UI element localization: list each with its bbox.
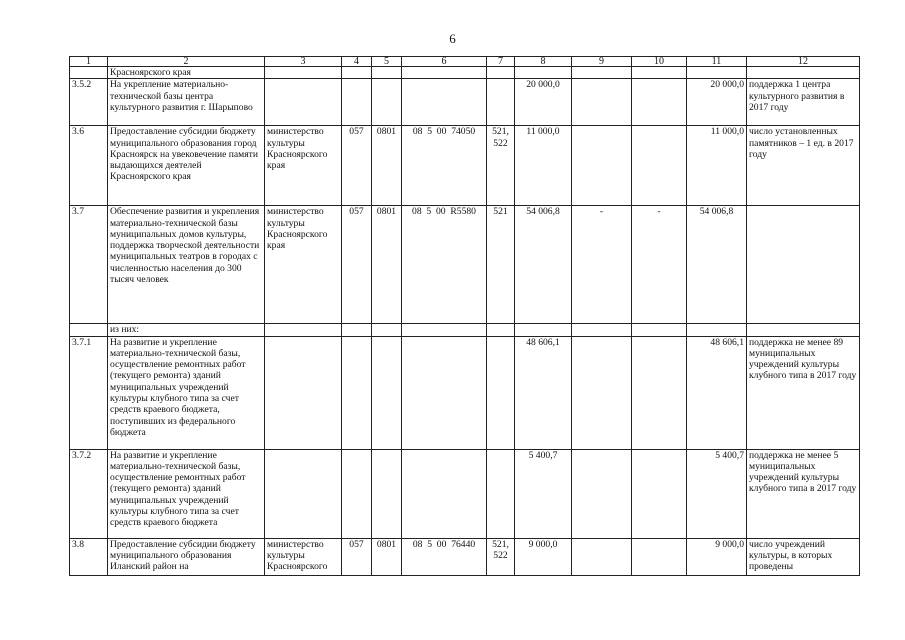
- value-cell: 48 606,1: [687, 336, 747, 449]
- header-row: [70, 57, 860, 67]
- table-row: [70, 324, 860, 336]
- row-number: 3.7.2: [70, 449, 108, 538]
- row-name: На укрепление материально-технической базы центра культурного развития г. Шарыпово: [108, 79, 265, 126]
- value-cell: 9 000,0: [687, 538, 747, 575]
- value-cell: -: [632, 206, 687, 324]
- row-name: На развитие и укрепление материально-технической базы, осуществление ремонтных работ (текущего ремонта) зданий муниципальных учреждений культуры клубного типа за счет средств краевого бюджета: [108, 449, 265, 538]
- org-cell: министерство культуры Красноярского края: [265, 126, 342, 206]
- value-cell: 54 006,8: [515, 206, 572, 324]
- result-cell: поддержка не менее 89 муниципальных учреждений культуры клубного типа в 2017 году: [747, 336, 860, 449]
- value-cell: 54 006,8: [687, 206, 747, 324]
- header-cell: 4: [342, 57, 372, 67]
- budget-table: [69, 56, 860, 576]
- table-row: [70, 67, 860, 79]
- table-row: [70, 449, 860, 538]
- result-cell: число установленных памятников – 1 ед. в 2017 году: [747, 126, 860, 206]
- header-cell: 10: [632, 57, 687, 67]
- row-number: 3.5.2: [70, 79, 108, 126]
- header-cell: 5: [372, 57, 402, 67]
- header-cell: 8: [515, 57, 572, 67]
- page-number: 6: [449, 31, 456, 46]
- row-name: На развитие и укрепление материально-технической базы, осуществление ремонтных работ (текущего ремонта) зданий муниципальных учреждений культуры клубного типа за счет средств краевого бюджета, поступивших из федерального бюджета: [108, 336, 265, 449]
- code-cell: 521, 522: [487, 538, 515, 575]
- value-cell: 11 000,0: [515, 126, 572, 206]
- code-cell: 521, 522: [487, 126, 515, 206]
- code-cell: 08 5 00 74050: [402, 126, 487, 206]
- row-name: из них:: [108, 324, 265, 336]
- code-cell: 057: [342, 206, 372, 324]
- code-cell: 057: [342, 538, 372, 575]
- code-cell: 521: [487, 206, 515, 324]
- row-number: 3.7: [70, 206, 108, 324]
- result-cell: поддержка не менее 5 муниципальных учреждений культуры клубного типа в 2017 году: [747, 449, 860, 538]
- row-name: Обеспечение развития и укрепления материально-технической базы муниципальных домов культуры, поддержка творческой деятельности муниципальных театров в городах с численностью населения до 300 тысяч человек: [108, 206, 265, 324]
- header-cell: 12: [747, 57, 860, 67]
- header-cell: 1: [70, 57, 108, 67]
- code-cell: 08 5 00 R5580: [402, 206, 487, 324]
- header-cell: 9: [572, 57, 632, 67]
- value-cell: 48 606,1: [515, 336, 572, 449]
- org-cell: министерство культуры Красноярского края: [265, 206, 342, 324]
- table-row: [70, 79, 860, 126]
- header-cell: 3: [265, 57, 342, 67]
- code-cell: 0801: [372, 206, 402, 324]
- value-cell: 5 400,7: [515, 449, 572, 538]
- value-cell: 9 000,0: [515, 538, 572, 575]
- row-name: Красноярского края: [108, 67, 265, 79]
- value-cell: -: [572, 206, 632, 324]
- org-cell: министерство культуры Красноярского: [265, 538, 342, 575]
- code-cell: 08 5 00 76440: [402, 538, 487, 575]
- header-cell: 2: [108, 57, 265, 67]
- result-cell: число учреждений культуры, в которых проведены: [747, 538, 860, 575]
- header-cell: 11: [687, 57, 747, 67]
- value-cell: 11 000,0: [687, 126, 747, 206]
- row-number: 3.6: [70, 126, 108, 206]
- table-row: [70, 336, 860, 449]
- row-name: Предоставление субсидии бюджету муниципального образования город Красноярск на увековечение памяти выдающихся деятелей Красноярского края: [108, 126, 265, 206]
- row-number: 3.7.1: [70, 336, 108, 449]
- code-cell: 0801: [372, 538, 402, 575]
- row-number: 3.8: [70, 538, 108, 575]
- value-cell: 5 400,7: [687, 449, 747, 538]
- value-cell: 20 000,0: [515, 79, 572, 126]
- table-row: [70, 206, 860, 324]
- code-cell: 057: [342, 126, 372, 206]
- header-cell: 6: [402, 57, 487, 67]
- table-row: [70, 126, 860, 206]
- header-cell: 7: [487, 57, 515, 67]
- table-row: [70, 538, 860, 575]
- row-name: Предоставление субсидии бюджету муниципального образования Иланский район на: [108, 538, 265, 575]
- value-cell: 20 000,0: [687, 79, 747, 126]
- code-cell: 0801: [372, 126, 402, 206]
- result-cell: поддержка 1 центра культурного развития в 2017 году: [747, 79, 860, 126]
